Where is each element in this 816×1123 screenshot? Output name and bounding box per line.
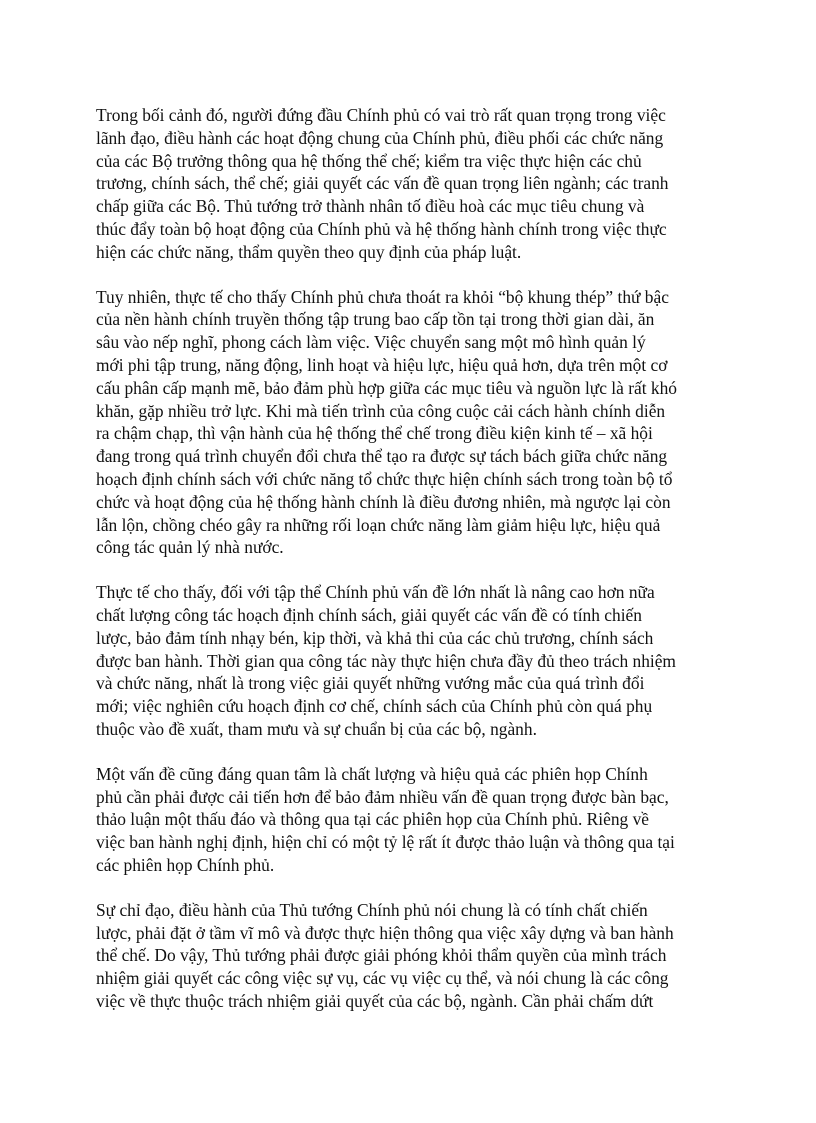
text-line: lẫn lộn, chồng chéo gây ra những rối loạn chức năng làm giảm hiệu lực, hiệu quả — [96, 514, 661, 535]
text-line: sâu vào nếp nghĩ, phong cách làm việc. Việc chuyển sang một mô hình quản lý — [96, 332, 646, 353]
text-line: ra chậm chạp, thì vận hành của hệ thống thể chế trong điều kiện kinh tế – xã hội — [96, 423, 653, 444]
document-body — [96, 104, 720, 1035]
text-line: phủ cần phải được cải tiến hơn để bảo đảm nhiều vấn đề quan trọng được bàn bạc, — [96, 786, 669, 807]
paragraph-3 — [96, 581, 720, 741]
text-line: lược, bảo đảm tính nhạy bén, kịp thời, và khả thi của các chủ trương, chính sách — [96, 627, 654, 648]
text-line: hoạch định chính sách với chức năng tổ chức thực hiện chính sách trong toàn bộ tổ — [96, 468, 673, 489]
text-line: thuộc vào đề xuất, tham mưu và sự chuẩn bị của các bộ, ngành. — [96, 718, 537, 739]
text-line: Tuy nhiên, thực tế cho thấy Chính phủ chưa thoát ra khỏi “bộ khung thép” thứ bậc — [96, 286, 669, 307]
text-line: và chức năng, nhất là trong việc giải quyết những vướng mắc của quá trình đổi — [96, 673, 645, 694]
paragraph-5 — [96, 899, 720, 1013]
text-line: mới; việc nghiên cứu hoạch định cơ chế, chính sách của Chính phủ còn quá phụ — [96, 696, 653, 717]
text-line: của các Bộ trưởng thông qua hệ thống thể chế; kiểm tra việc thực hiện các chủ — [96, 150, 642, 171]
text-line: lược, phải đặt ở tầm vĩ mô và được thực hiện thông qua việc xây dựng và ban hành — [96, 922, 674, 943]
text-line: lãnh đạo, điều hành các hoạt động chung của Chính phủ, điều phối các chức năng — [96, 127, 664, 148]
text-line: thúc đẩy toàn bộ hoạt động của Chính phủ và hệ thống hành chính trong việc thực — [96, 218, 667, 239]
text-line: trương, chính sách, thể chế; giải quyết các vấn đề quan trọng liên ngành; các tranh — [96, 173, 669, 194]
text-line: khăn, gặp nhiều trở lực. Khi mà tiến trình của công cuộc cải cách hành chính diễn — [96, 400, 666, 421]
text-line: của nền hành chính truyền thống tập trung bao cấp tồn tại trong thời gian dài, ăn — [96, 309, 655, 330]
text-line: chấp giữa các Bộ. Thủ tướng trở thành nhân tố điều hoà các mục tiêu chung và — [96, 196, 645, 217]
text-line: nhiệm giải quyết các công việc sự vụ, các vụ việc cụ thể, và nói chung là các công — [96, 968, 669, 989]
text-line: Sự chỉ đạo, điều hành của Thủ tướng Chính phủ nói chung là có tính chất chiến — [96, 899, 648, 920]
text-line: hiện các chức năng, thẩm quyền theo quy định của pháp luật. — [96, 241, 522, 262]
paragraph-2 — [96, 286, 720, 560]
text-line: các phiên họp Chính phủ. — [96, 854, 275, 875]
text-line: chất lượng công tác hoạch định chính sách, giải quyết các vấn đề có tính chiến — [96, 604, 642, 625]
text-line: thể chế. Do vậy, Thủ tướng phải được giải phóng khỏi thẩm quyền của mình trách — [96, 945, 667, 966]
text-line: công tác quản lý nhà nước. — [96, 537, 284, 558]
text-line: việc về thực thuộc trách nhiệm giải quyết của các bộ, ngành. Cần phải chấm dứt — [96, 990, 654, 1011]
paragraph-1 — [96, 104, 720, 264]
text-line: Trong bối cảnh đó, người đứng đầu Chính phủ có vai trò rất quan trọng trong việc — [96, 105, 666, 125]
text-line: cấu phân cấp mạnh mẽ, bảo đảm phù hợp giữa các mục tiêu và nguồn lực là rất khó — [96, 377, 677, 398]
paragraph-4 — [96, 763, 720, 877]
text-line: đang trong quá trình chuyển đổi chưa thể tạo ra được sự tách bách giữa chức năng — [96, 446, 668, 467]
text-line: mới phi tập trung, năng động, linh hoạt và hiệu lực, hiệu quả hơn, dựa trên một cơ — [96, 354, 668, 375]
text-line: chức và hoạt động của hệ thống hành chính là điều đương nhiên, mà ngược lại còn — [96, 491, 671, 512]
text-line: thảo luận một thấu đáo và thông qua tại các phiên họp của Chính phủ. Riêng về — [96, 809, 649, 830]
text-line: Một vấn đề cũng đáng quan tâm là chất lượng và hiệu quả các phiên họp Chính — [96, 763, 648, 784]
text-line: Thực tế cho thấy, đối với tập thể Chính phủ vấn đề lớn nhất là nâng cao hơn nữa — [96, 582, 655, 603]
text-line: việc ban hành nghị định, hiện chỉ có một tỷ lệ rất ít được thảo luận và thông qua tại — [96, 832, 675, 853]
text-line: được ban hành. Thời gian qua công tác này thực hiện chưa đầy đủ theo trách nhiệm — [96, 650, 676, 671]
